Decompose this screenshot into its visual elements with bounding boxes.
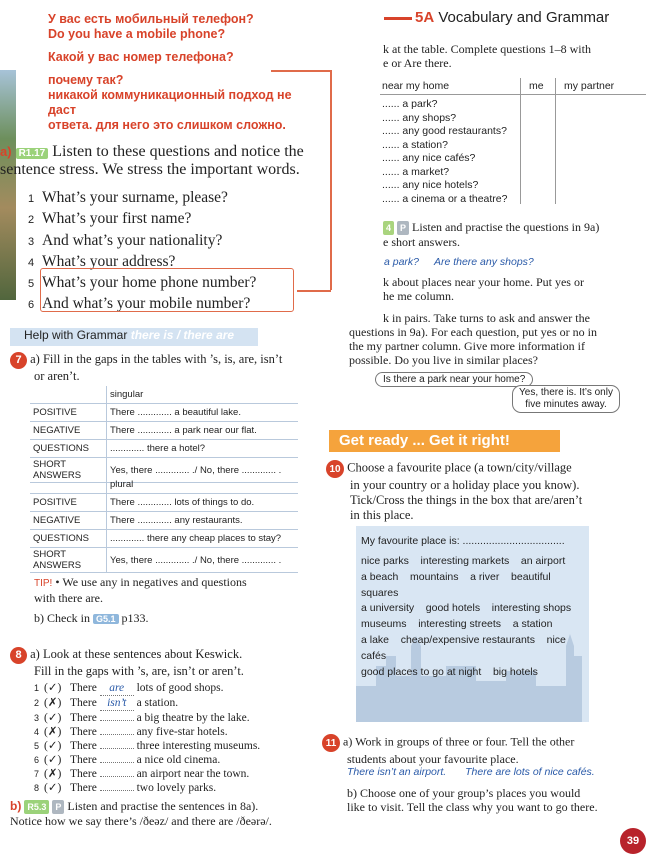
place-option: nice parks (361, 555, 409, 567)
row-text: There ............. lots of things to do. (107, 494, 299, 512)
practice-chip: P (52, 800, 64, 814)
item-mark: (✓) (44, 682, 62, 694)
audio-code: R1.17 (16, 148, 49, 159)
item-mark: (✗) (44, 768, 62, 780)
item-text: three interesting museums. (136, 740, 261, 752)
list-item (34, 681, 260, 696)
place-option: interesting markets (420, 555, 510, 567)
instruction-text: students about your favourite place. (347, 752, 519, 766)
tip-text: with there are. (34, 591, 103, 605)
place-option: museums (361, 618, 407, 631)
instruction-text: a) Look at these sentences about Keswick. (30, 647, 243, 661)
item-gap (100, 790, 134, 791)
row-label: QUESTIONS (30, 440, 107, 458)
item-there: There (70, 682, 97, 694)
column-divider (520, 78, 521, 204)
highlight-box (40, 268, 294, 312)
instruction-text: in your country or a holiday place you know). (350, 478, 580, 492)
grammar-table-singular (30, 386, 298, 483)
table-row (30, 548, 298, 573)
instruction-text: like to visit. Tell the class why you want to go there. (347, 800, 598, 814)
item-mark: (✗) (44, 697, 62, 709)
page-header (384, 9, 609, 26)
instruction-text: Choose a favourite place (a town/city/village (347, 460, 572, 475)
table-row (30, 494, 298, 512)
grammar-table-plural (30, 476, 298, 573)
item-mark: (✓) (44, 740, 62, 752)
place-option: mountains (410, 570, 459, 583)
item-number: 5 (34, 741, 40, 751)
item-mark: (✗) (44, 726, 62, 738)
get-ready-banner (329, 430, 560, 452)
exercise-9a (383, 42, 591, 70)
instruction-text: questions in 9a). For each question, put yes or no in (349, 325, 597, 339)
example-line (384, 256, 534, 268)
table-row: ...... a park? (382, 98, 438, 110)
place-option: a beach (361, 570, 399, 583)
column-header: me (529, 80, 544, 92)
item-text: What’s your surname, please? (42, 189, 228, 206)
table-row (30, 422, 298, 440)
list-item (34, 781, 260, 795)
tip-box (34, 575, 247, 605)
list-item (34, 739, 260, 753)
column-divider (555, 78, 556, 204)
bubble-text: Yes, there is. It’s only (519, 387, 613, 398)
item-number: 6 (34, 755, 40, 765)
instruction-text: he me column. (383, 289, 454, 303)
exercise-10 (326, 460, 582, 523)
audio-code: R5.3 (24, 800, 49, 814)
exercise-9d (349, 311, 639, 367)
unit-number: 5A (415, 9, 435, 26)
photo-strip (0, 70, 16, 300)
instruction-text: or aren’t. (34, 369, 80, 383)
item-gap (100, 734, 134, 735)
arrow-line (330, 70, 332, 290)
exercise-number: 7 (10, 352, 27, 369)
row-text: ............. there any cheap places to stay? (107, 530, 299, 548)
table-header: plural (107, 476, 299, 494)
exercise-number: 11 (322, 734, 340, 752)
instruction-text: e short answers. (383, 235, 460, 249)
speech-bubble: Is there a park near your home? (375, 372, 533, 387)
note-line: ответа. для него это слишком сложно. (48, 118, 286, 132)
item-number: 3 (28, 235, 35, 248)
example-text: a park? (384, 256, 420, 268)
place-option: a river (470, 570, 500, 583)
list-item (34, 767, 260, 781)
example-text: Are there any shops? (433, 256, 534, 268)
help-topic: there is / there are (130, 328, 235, 342)
place-option: a station (512, 618, 553, 631)
sentence-list (34, 681, 260, 795)
favourite-place-box (356, 526, 589, 722)
place-option: nice cafés (361, 633, 566, 662)
instruction-text: possible. Do you live in similar places? (349, 353, 538, 367)
exercise-6a (0, 143, 380, 179)
instruction-text: b) Choose one of your group’s places you would (347, 786, 581, 800)
row-text: There ............. any restaurants. (107, 512, 299, 530)
column-header: my partner (564, 80, 615, 92)
item-there: There (70, 782, 97, 794)
example-text: There isn’t an airport. (347, 766, 447, 778)
table-row: ...... a cinema or a theatre? (382, 192, 508, 205)
row-text: There ............. a park near our flat. (107, 422, 299, 440)
exercise-9c (383, 275, 584, 303)
item-text: lots of good shops. (136, 682, 224, 694)
place-option: good places to go at night (361, 665, 482, 678)
note-line: почему так? (48, 73, 124, 87)
item-gap: are (100, 681, 134, 696)
list-item (28, 188, 256, 209)
place-options (361, 554, 589, 680)
exercise-number: 4 (383, 221, 394, 235)
place-option: a university (361, 602, 415, 615)
item-number: 5 (28, 278, 35, 291)
instruction-text: Fill in the gaps with ’s, are, isn’t or aren’t. (34, 664, 244, 678)
place-option: interesting shops (491, 602, 572, 615)
item-text: And what’s your nationality? (42, 231, 223, 249)
place-option: an airport (520, 555, 566, 567)
table-row: ...... any nice cafés? (382, 152, 476, 164)
note-line: Do you have a mobile phone? (48, 27, 226, 41)
exercise-letter: a) (0, 144, 12, 159)
item-mark: (✓) (44, 754, 62, 766)
instruction-text: k in pairs. Take turns to ask and answer the (383, 311, 590, 325)
item-there: There (70, 697, 97, 709)
instruction-text: Tick/Cross the things in the box that are/aren’t (350, 493, 583, 507)
example-line (347, 766, 595, 778)
table-row: ...... a market? (382, 165, 450, 178)
item-text: What’s your address? (42, 252, 176, 270)
table-row (30, 440, 298, 458)
instruction-text: Listen and practise the questions in 9a) (412, 220, 600, 234)
exercise-11 (322, 734, 574, 767)
instruction-text: Listen to these questions and notice the (52, 143, 304, 160)
table-row (30, 404, 298, 422)
list-item (28, 209, 256, 230)
item-number: 8 (34, 783, 40, 793)
list-item (34, 725, 260, 739)
item-number: 2 (34, 698, 40, 708)
item-text: a nice old cinema. (136, 754, 221, 766)
help-with-grammar-tab (10, 328, 258, 346)
note-line: никакой коммуникационный подход не даст (48, 88, 292, 117)
list-item (34, 711, 260, 725)
column-header: near my home (382, 80, 450, 92)
item-gap (100, 720, 134, 721)
unit-title: Vocabulary and Grammar (438, 9, 610, 26)
item-text: What’s your home phone number? (42, 274, 257, 292)
place-option: interesting streets (418, 618, 502, 631)
exercise-9b (383, 220, 599, 249)
instruction-text: Listen and practise the sentences in 8a). (67, 799, 259, 813)
place-option: big hotels (492, 665, 538, 678)
instruction-text: b) Check in (34, 611, 90, 625)
tip-label: TIP! (34, 578, 53, 589)
place-option: beautiful squares (361, 570, 551, 599)
page-number: 39 (620, 828, 646, 854)
row-text: There ............. a beautiful lake. (107, 404, 299, 422)
exercise-7b (34, 611, 149, 626)
row-label: POSITIVE (30, 494, 107, 512)
arrow-line (297, 290, 331, 292)
item-there: There (70, 754, 97, 766)
example-text: There are lots of nice cafés. (465, 766, 595, 778)
grammar-ref-chip: G5.1 (93, 614, 119, 624)
row-label: SHORT ANSWERS (30, 548, 107, 573)
row-label: POSITIVE (30, 404, 107, 422)
item-there: There (70, 768, 97, 780)
help-label: Help with Grammar (24, 328, 128, 342)
item-gap (100, 762, 134, 763)
instruction-text: a) Fill in the gaps in the tables with ’s, is, are, isn’t (30, 352, 283, 366)
item-mark: (✓) (44, 782, 62, 794)
row-text: ............. there a hotel? (107, 440, 299, 458)
note-line: Какой у вас номер телефона? (48, 50, 234, 64)
list-item (28, 231, 256, 252)
item-text: And what’s your mobile number? (42, 295, 251, 313)
instruction-text: e or Are there. (383, 56, 452, 70)
item-number: 2 (28, 214, 35, 227)
item-gap (100, 748, 134, 749)
instruction-text: sentence stress. We stress the important words. (0, 161, 300, 178)
place-option: good hotels (425, 602, 481, 615)
instruction-text: in this place. (350, 508, 414, 522)
table-row (30, 530, 298, 548)
annotation-note (48, 12, 298, 133)
item-text: two lovely parks. (136, 782, 217, 794)
page-ref: p133. (121, 611, 149, 625)
table-header: singular (107, 386, 299, 404)
instruction-text: a) Work in groups of three or four. Tell the other (343, 734, 575, 749)
item-text: an airport near the town. (136, 768, 250, 780)
row-text: Yes, there ............. ./ No, there ............. . (107, 458, 299, 483)
practice-chip: P (397, 221, 409, 235)
instruction-text: k about places near your home. Put yes or (383, 275, 584, 289)
arrow-line (271, 70, 331, 72)
row-text: Yes, there ............. ./ No, there ............. . (107, 548, 299, 573)
exercise-7 (10, 352, 282, 384)
exercise-number: 10 (326, 460, 344, 478)
item-gap: isn’t (100, 696, 134, 711)
note-line: У вас есть мобильный телефон? (48, 12, 254, 26)
place-option: cheap/expensive restaurants (400, 633, 535, 646)
table-row: ...... any good restaurants? (382, 125, 507, 137)
list-item (34, 753, 260, 767)
item-number: 4 (34, 727, 40, 737)
exercise-8 (10, 647, 244, 679)
item-text: a big theatre by the lake. (136, 712, 250, 724)
table-row: ...... any nice hotels? (382, 179, 479, 191)
box-title: My favourite place is: ................................... (361, 535, 565, 547)
item-text: a station. (136, 697, 179, 709)
instruction-text: the my partner column. Give more information if (349, 339, 585, 353)
tip-text: • We use any in negatives and questions (55, 575, 247, 589)
item-number: 1 (28, 193, 35, 205)
place-option: a lake (361, 633, 390, 646)
instruction-text: Notice how we say there’s /ðeəz/ and there are /ðeərə/. (10, 814, 272, 828)
speech-bubble (512, 385, 620, 413)
item-text: any five-star hotels. (136, 726, 228, 738)
exercise-number: 8 (10, 647, 27, 664)
instruction-text: k at the table. Complete questions 1–8 with (383, 42, 591, 56)
item-there: There (70, 726, 97, 738)
item-number: 7 (34, 769, 40, 779)
item-number: 6 (28, 299, 35, 312)
exercise-8b (10, 799, 272, 828)
exercise-11b (347, 786, 598, 814)
item-number: 3 (34, 713, 40, 723)
item-number: 1 (34, 683, 40, 693)
item-gap (100, 776, 134, 777)
item-there: There (70, 712, 97, 724)
bubble-text: five minutes away. (525, 399, 607, 410)
item-there: There (70, 740, 97, 752)
row-label: NEGATIVE (30, 422, 107, 440)
banner-title: Get ready ... Get it right! (339, 432, 510, 449)
row-label: NEGATIVE (30, 512, 107, 530)
row-label: QUESTIONS (30, 530, 107, 548)
table-row (30, 512, 298, 530)
table-row: ...... any shops? (382, 111, 457, 124)
places-table (380, 78, 646, 204)
list-item (34, 696, 260, 711)
item-text: What’s your first name? (42, 210, 192, 228)
item-number: 4 (28, 256, 35, 269)
exercise-letter: b) (10, 799, 22, 813)
row-label: SHORT ANSWERS (30, 458, 107, 483)
table-row: ...... a station? (382, 138, 448, 151)
item-mark: (✓) (44, 712, 62, 724)
